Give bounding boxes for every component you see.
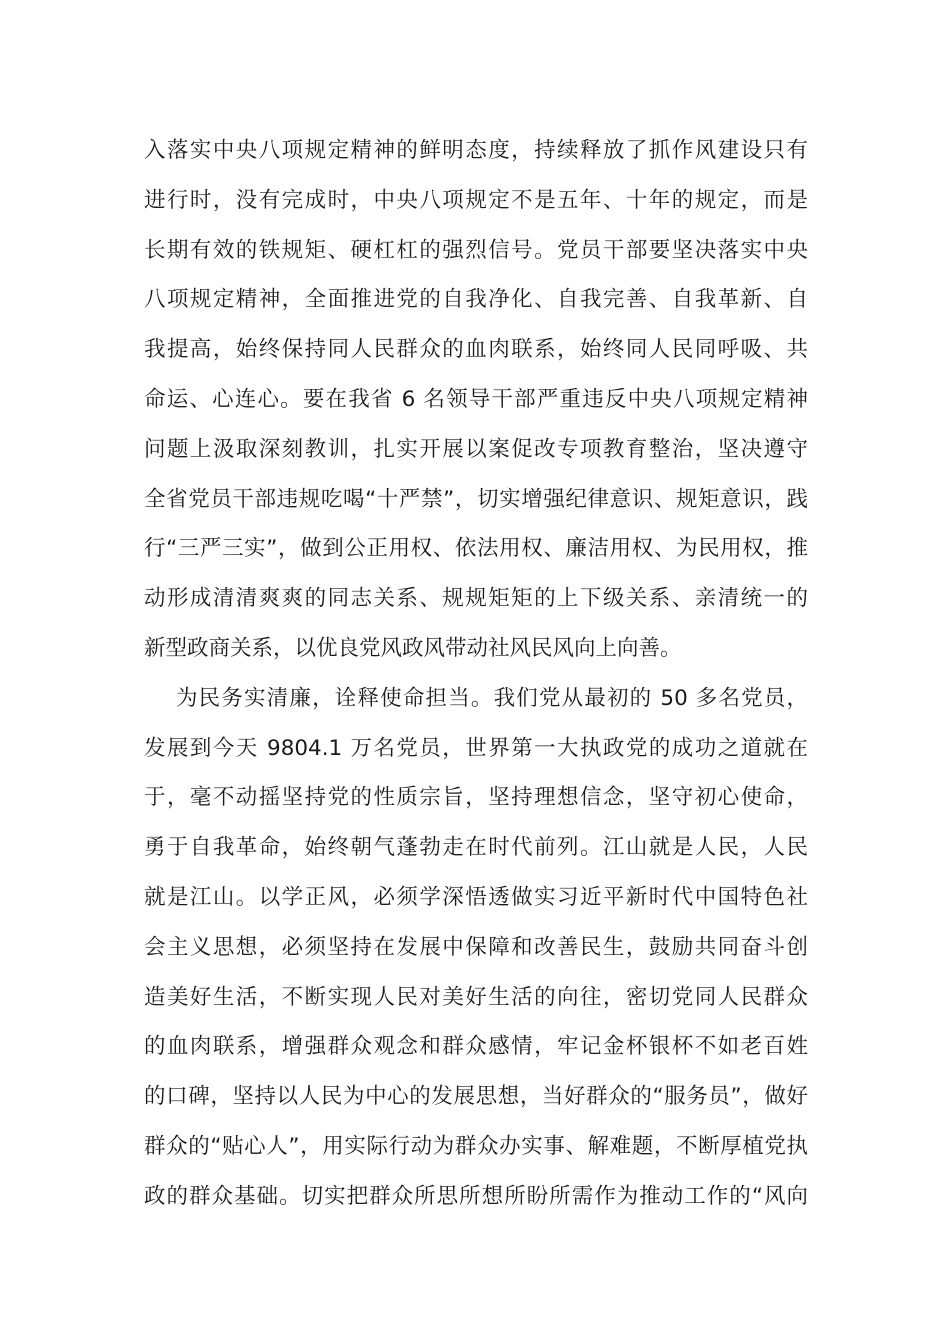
text-line: 为民务实清廉，诠释使命担当。我们党从最初的 50 多名党员， [176,685,808,711]
text-line: 就是江山。以学正风，必须学深悟透做实习近平新时代中国特色社 [144,884,808,910]
text-line: 八项规定精神，全面推进党的自我净化、自我完善、自我革新、自 [144,287,808,313]
text-line: 会主义思想，必须坚持在发展中保障和改善民生，鼓励共同奋斗创 [144,934,808,960]
text-line: 群众的“贴心人”，用实际行动为群众办实事、解难题，不断厚植党执 [144,1133,808,1159]
text-line: 勇于自我革命，始终朝气蓬勃走在时代前列。江山就是人民，人民 [144,835,808,861]
text-line: 我提高，始终保持同人民群众的血肉联系，始终同人民同呼吸、共 [144,337,808,363]
text-line: 造美好生活，不断实现人民对美好生活的向往，密切党同人民群众 [144,984,808,1010]
paragraph-2 [144,674,808,1222]
text-line: 的口碑，坚持以人民为中心的发展思想，当好群众的“服务员”，做好 [144,1084,808,1110]
text-line: 动形成清清爽爽的同志关系、规规矩矩的上下级关系、亲清统一的 [144,586,808,612]
text-line: 命运、心连心。要在我省 6 名领导干部严重违反中央八项规定精神 [144,386,808,412]
document-body [144,126,808,1222]
text-line: 政的群众基础。切实把群众所思所想所盼所需作为推动工作的“风向 [144,1183,808,1209]
text-line: 长期有效的铁规矩、硬杠杠的强烈信号。党员干部要坚决落实中央 [144,237,808,263]
text-line: 入落实中央八项规定精神的鲜明态度，持续释放了抓作风建设只有 [144,138,808,163]
text-line: 问题上汲取深刻教训，扎实开展以案促改专项教育整治，坚决遵守 [144,436,808,462]
text-line: 进行时，没有完成时，中央八项规定不是五年、十年的规定，而是 [144,187,808,213]
text-line: 新型政商关系，以优良党风政风带动社风民风向上向善。 [144,635,682,661]
text-line: 行“三严三实”，做到公正用权、依法用权、廉洁用权、为民用权，推 [144,536,808,562]
text-line: 全省党员干部违规吃喝“十严禁”，切实增强纪律意识、规矩意识，践 [144,486,808,512]
text-line: 于，毫不动摇坚持党的性质宗旨，坚持理想信念，坚守初心使命， [144,785,808,811]
paragraph-1 [144,126,808,674]
text-line: 发展到今天 9804.1 万名党员，世界第一大执政党的成功之道就在 [144,735,808,761]
text-line: 的血肉联系，增强群众观念和群众感情，牢记金杯银杯不如老百姓 [144,1034,808,1060]
